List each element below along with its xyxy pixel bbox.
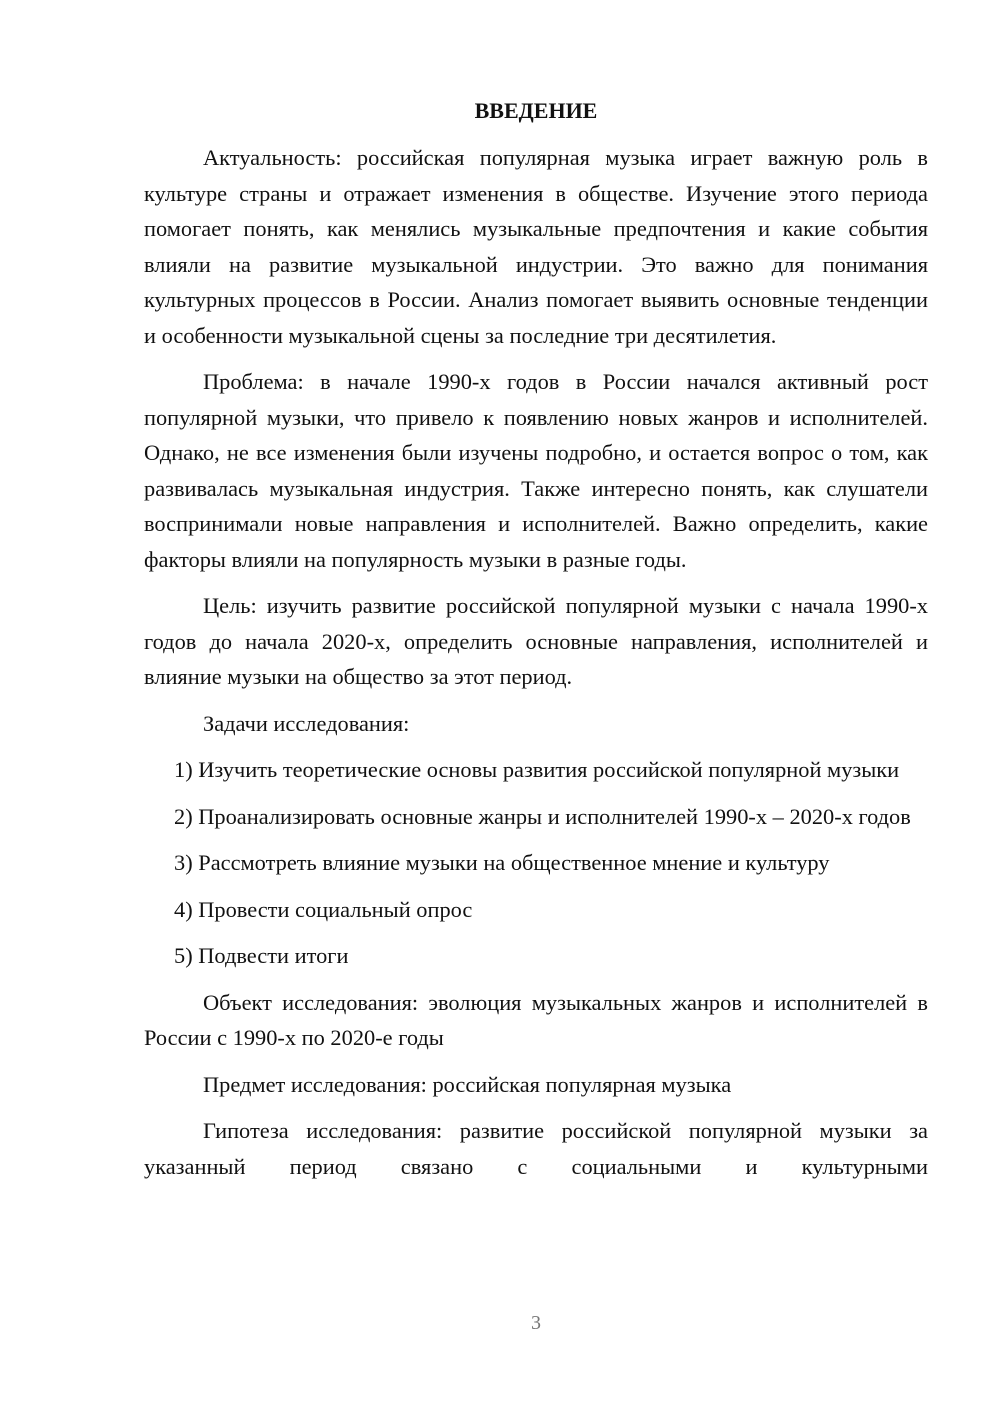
paragraph-relevance: Актуальность: российская популярная музыка играет важную роль в культуре страны и отражает изменения в обществе. Изучение этого периода помогает понять, как менялись музыкальные предпочтения и какие события влияли на развитие музыкальной индустрии. Это важно для понимания культурных процессов в России. Анализ помогает выявить основные тенденции и особенности музыкальной сцены за последние три десятилетия.: [144, 145, 928, 348]
paragraph-hypothesis: Гипотеза исследования: развитие российской популярной музыки за указанный период связано с социальными и культурными: [144, 1118, 928, 1179]
task-item: 1) Изучить теоретические основы развития российской популярной музыки: [174, 757, 900, 782]
paragraph-goal: Цель: изучить развитие российской популярной музыки с начала 1990-х годов до начала 2020-х, определить основные направления, исполнителей и влияние музыки на общество за этот период.: [144, 593, 928, 689]
paragraph-tasks-heading: Задачи исследования:: [203, 710, 410, 736]
page-title: ВВЕДЕНИЕ: [474, 98, 598, 123]
page-body: [144, 140, 928, 1195]
task-item: 5) Подвести итоги: [174, 943, 349, 968]
paragraph-object: Объект исследования: эволюция музыкальных жанров и исполнителей в России с 1990-х по 2020-е годы: [144, 989, 928, 1050]
page-number: 3: [531, 1312, 541, 1334]
paragraph-problem: Проблема: в начале 1990-х годов в России начался активный рост популярной музыки, что привело к появлению новых жанров и исполнителей. Однако, не все изменения были изучены подробно, и остается вопрос о том, как развивалась музыкальная индустрия. Также интересно понять, как слушатели воспринимали новые направления и исполнителей. Важно определить, какие факторы влияли на популярность музыки в разные годы.: [144, 369, 928, 572]
paragraph-subject: Предмет исследования: российская популярная музыка: [203, 1071, 732, 1097]
task-item: 2) Проанализировать основные жанры и исполнителей 1990-х – 2020-х годов: [174, 803, 911, 829]
task-item: 3) Рассмотреть влияние музыки на общественное мнение и культуру: [174, 850, 830, 875]
task-item: 4) Провести социальный опрос: [174, 896, 473, 922]
